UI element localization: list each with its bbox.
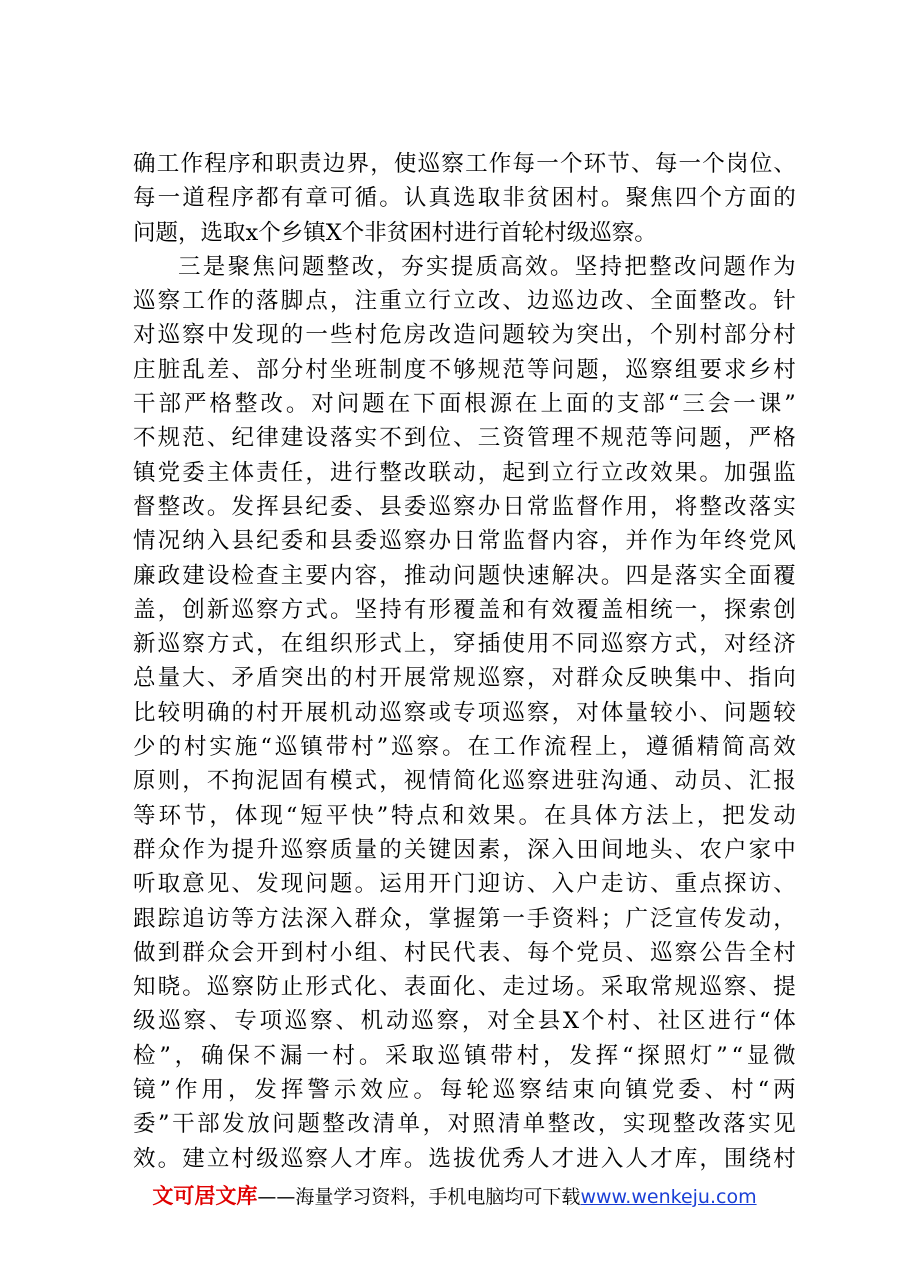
text-line: 不 规 范 、 纪 律 建 设 落 实 不 到 位 、 三 资 管 理 不 规 范 等 问 题 ， 严 格 bbox=[133, 425, 796, 452]
text-line: 问题，选取x个乡镇X个非贫困村进行首轮村级巡察。 bbox=[133, 219, 657, 246]
text-line: 原 则 ， 不 拘 泥 固 有 模 式 ， 视 情 简 化 巡 察 进 驻 沟 通 、 动 员 、 汇 报 bbox=[133, 768, 796, 795]
footer-url-link[interactable]: www.wenkeju.com bbox=[580, 1186, 757, 1208]
footer-banner bbox=[0, 1180, 909, 1210]
footer-brand: 文可居文库 bbox=[152, 1184, 258, 1208]
text-line: 做 到 群 众 会 开 到 村 小 组 、 村 民 代 表 、 每 个 党 员 、 巡 察 公 告 全 村 bbox=[133, 939, 796, 966]
text-line: 每 一 道 程 序 都 有 章 可 循 。 认 真 选 取 非 贫 困 村 。 聚 焦 四 个 方 面 的 bbox=[133, 185, 796, 212]
text-line: 检 ” ， 确 保 不 漏 一 村 。 采 取 巡 镇 带 村 ， 发 挥 “ 探 照 灯 ” “ 显 微 bbox=[133, 1042, 796, 1069]
text-line: 新 巡 察 方 式 ， 在 组 织 形 式 上 ， 穿 插 使 用 不 同 巡 察 方 式 ， 对 经 济 bbox=[133, 631, 796, 658]
text-line: 级 巡 察 、 专 项 巡 察 、 机 动 巡 察 ， 对 全 县 X 个 村 、 社 区 进 行 “ 体 bbox=[133, 1008, 796, 1035]
text-line: 听 取 意 见 、 发 现 问 题 。 运 用 开 门 迎 访 、 入 户 走 访 、 重 点 探 访 、 bbox=[133, 871, 796, 898]
text-line: 盖 ， 创 新 巡 察 方 式 。 坚 持 有 形 覆 盖 和 有 效 覆 盖 相 统 一 ， 探 索 创 bbox=[133, 596, 796, 623]
text-line: 廉 政 建 设 检 查 主 要 内 容 ， 推 动 问 题 快 速 解 决 。 四 是 落 实 全 面 覆 bbox=[133, 562, 796, 589]
text-line: 情 况 纳 入 县 纪 委 和 县 委 巡 察 办 日 常 监 督 内 容 ， 并 作 为 年 终 党 风 bbox=[133, 528, 796, 555]
text-line: 巡 察 工 作 的 落 脚 点 ， 注 重 立 行 立 改 、 边 巡 边 改 、 全 面 整 改 。 针 bbox=[133, 288, 796, 315]
text-line: 庄 脏 乱 差 、 部 分 村 坐 班 制 度 不 够 规 范 等 问 题 ， 巡 察 组 要 求 乡 村 bbox=[133, 356, 796, 383]
paragraph-first-line: 三 是 聚 焦 问 题 整 改 ， 夯 实 提 质 高 效 。 坚 持 把 整 改 问 题 作 为 bbox=[178, 253, 796, 280]
text-line: 跟 踪 追 访 等 方 法 深 入 群 众 ， 掌 握 第 一 手 资 料 ； 广 泛 宣 传 发 动 ， bbox=[133, 905, 796, 932]
text-line: 比 较 明 确 的 村 开 展 机 动 巡 察 或 专 项 巡 察 ， 对 体 量 较 小 、 问 题 较 bbox=[133, 699, 796, 726]
document-body bbox=[133, 147, 796, 1176]
text-line: 对 巡 察 中 发 现 的 一 些 村 危 房 改 造 问 题 较 为 突 出 ， 个 别 村 部 分 村 bbox=[133, 322, 796, 349]
text-line: 少 的 村 实 施 “ 巡 镇 带 村 ” 巡 察 。 在 工 作 流 程 上 ， 遵 循 精 简 高 效 bbox=[133, 734, 796, 761]
text-line: 委 ” 干 部 发 放 问 题 整 改 清 单 ， 对 照 清 单 整 改 ， 实 现 整 改 落 实 见 bbox=[133, 1111, 796, 1138]
text-line: 督 整 改 。 发 挥 县 纪 委 、 县 委 巡 察 办 日 常 监 督 作 用 ， 将 整 改 落 实 bbox=[133, 493, 796, 520]
text-line: 镜 ” 作 用 ， 发 挥 警 示 效 应 。 每 轮 巡 察 结 束 向 镇 党 委 、 村 “ 两 bbox=[133, 1077, 796, 1104]
text-line: 知 晓 。 巡 察 防 止 形 式 化 、 表 面 化 、 走 过 场 。 采 取 常 规 巡 察 、 提 bbox=[133, 974, 796, 1001]
text-line: 确 工 作 程 序 和 职 责 边 界 ， 使 巡 察 工 作 每 一 个 环 节 、 每 一 个 岗 位 、 bbox=[133, 151, 796, 177]
text-line: 镇 党 委 主 体 责 任 ， 进 行 整 改 联 动 ， 起 到 立 行 立 改 效 果 。 加 强 监 bbox=[133, 459, 796, 486]
text-line: 效 。 建 立 村 级 巡 察 人 才 库 。 选 拔 优 秀 人 才 进 入 人 才 库 ， 围 绕 村 bbox=[133, 1145, 796, 1172]
text-line: 干 部 严 格 整 改 。 对 问 题 在 下 面 根 源 在 上 面 的 支 部 “ 三 会 一 课 ” bbox=[133, 391, 796, 418]
text-line: 总 量 大 、 矛 盾 突 出 的 村 开 展 常 规 巡 察 ， 对 群 众 反 映 集 中 、 指 向 bbox=[133, 665, 796, 692]
footer-tagline: ——海量学习资料，手机电脑均可下载 bbox=[257, 1186, 581, 1208]
text-line: 等 环 节 ， 体 现 “ 短 平 快 ” 特 点 和 效 果 。 在 具 体 方 法 上 ， 把 发 动 bbox=[133, 802, 796, 829]
text-line: 群 众 作 为 提 升 巡 察 质 量 的 关 键 因 素 ， 深 入 田 间 地 头 、 农 户 家 中 bbox=[133, 836, 796, 863]
